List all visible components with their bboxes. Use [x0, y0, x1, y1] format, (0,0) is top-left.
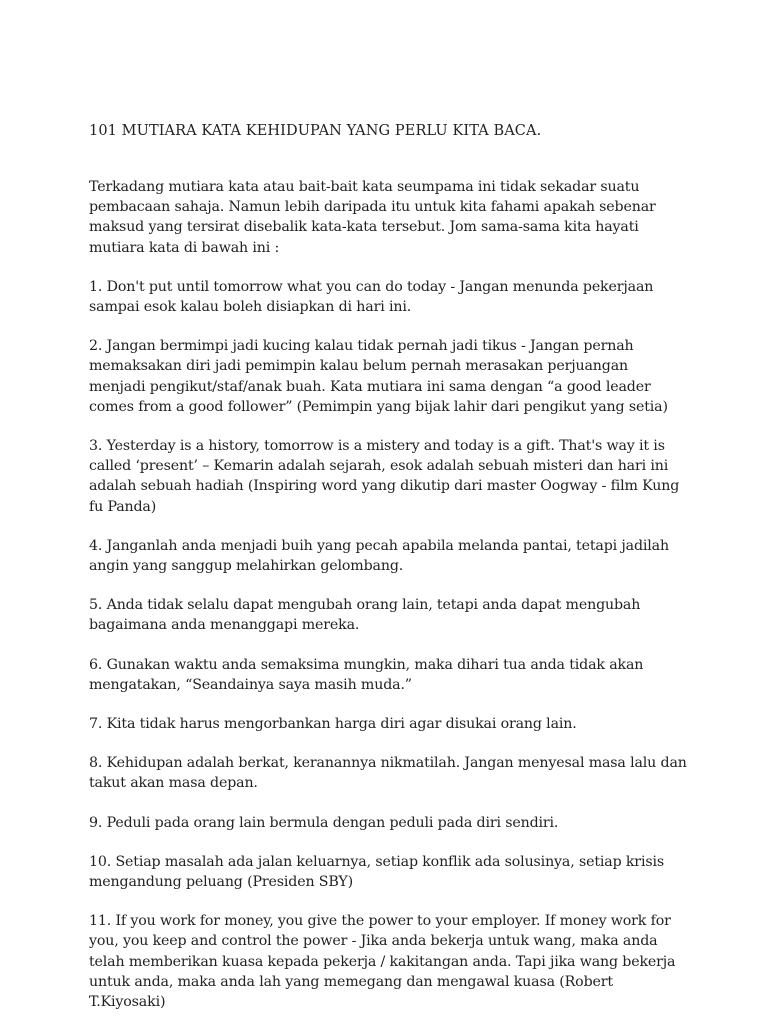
- quote-item-9: 9. Peduli pada orang lain bermula dengan peduli pada diri sendiri.: [89, 814, 559, 831]
- quote-item-7: 7. Kita tidak harus mengorbankan harga diri agar disukai orang lain.: [89, 716, 577, 733]
- quote-item-6: 6. Gunakan waktu anda semaksima mungkin, maka dihari tua anda tidak akan mengatakan, “Seandainya saya masih muda.”: [89, 656, 644, 693]
- quote-item-11: 11. If you work for money, you give the power to your employer. If money work for you, you keep and control the power - Jika anda bekerja untuk wang, maka anda telah memberikan kuasa kepada pekerja / kakitangan anda. Tapi jika wang bekerja untuk anda, maka anda lah yang memegang dan mengawal kuasa (Robert T.Kiyosaki): [89, 913, 676, 1011]
- intro-paragraph: Terkadang mutiara kata atau bait-bait kata seumpama ini tidak sekadar suatu pembacaan sahaja. Namun lebih daripada itu untuk kita fahami apakah sebenar maksud yang tersirat disebalik kata-kata tersebut. Jom sama-sama kita hayati mutiara kata di bawah ini :: [89, 179, 656, 256]
- quote-item-10: 10. Setiap masalah ada jalan keluarnya, setiap konflik ada solusinya, setiap krisis mengandung peluang (Presiden SBY): [89, 853, 664, 891]
- quote-item-5: 5. Anda tidak selalu dapat mengubah orang lain, tetapi anda dapat mengubah bagaimana anda menanggapi mereka.: [89, 597, 641, 634]
- quote-item-2: 2. Jangan bermimpi jadi kucing kalau tidak pernah jadi tikus - Jangan pernah memaksakan diri jadi pemimpin kalau belum pernah merasakan perjuangan menjadi pengikut/staf/anak buah. Kata mutiara ini sama dengan “a good leader comes from a good follower” (Pemimpin yang bijak lahir dari pengikut yang setia): [89, 338, 668, 415]
- quote-item-3: 3. Yesterday is a history, tomorrow is a mistery and today is a gift. That's way it is called ‘present’ – Kemarin adalah sejarah, esok adalah sebuah misteri dan hari ini adalah sebuah hadiah (Inspiring word yang dikutip dari master Oogway - film Kung fu Panda): [89, 438, 680, 515]
- document-title: 101 MUTIARA KATA KEHIDUPAN YANG PERLU KITA BACA.: [89, 123, 542, 139]
- quote-item-1: 1. Don't put until tomorrow what you can do today - Jangan menunda pekerjaan sampai esok kalau boleh disiapkan di hari ini.: [89, 278, 654, 316]
- quote-item-8: 8. Kehidupan adalah berkat, keranannya nikmatilah. Jangan menyesal masa lalu dan takut akan masa depan.: [89, 755, 687, 792]
- quote-item-4: 4. Janganlah anda menjadi buih yang pecah apabila melanda pantai, tetapi jadilah angin yang sanggup melahirkan gelombang.: [89, 537, 669, 575]
